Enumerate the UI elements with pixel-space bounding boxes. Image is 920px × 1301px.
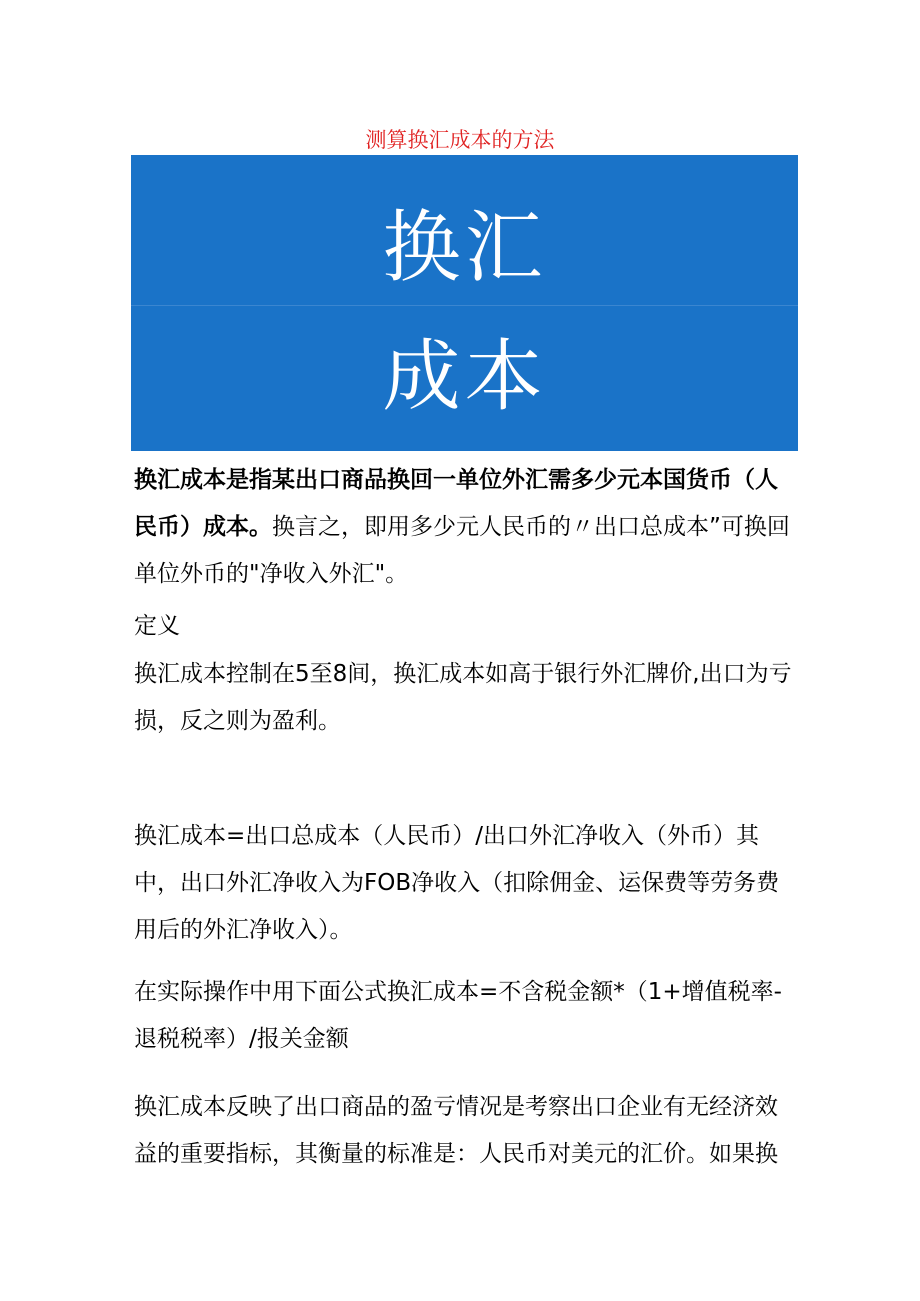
banner-line-1: 换汇 <box>382 203 547 293</box>
banner-line-2: 成本 <box>382 332 547 422</box>
paragraph-definition-intro <box>134 457 794 598</box>
document-title: 测算换汇成本的方法 <box>365 128 555 152</box>
paragraph-practical-formula: 在实际操作中用下面公式换汇成本=不含税金额*（1+增值税率-退税税率）/报关金额 <box>134 979 782 1052</box>
banner-divider <box>131 305 798 306</box>
definition-bold-text: 换汇成本是指某出口商品换回一单位外汇需多少元本国货币（人民币）成本。 <box>134 467 778 540</box>
paragraph-control-range: 换汇成本控制在5至8间，换汇成本如高于银行外汇牌价,出口为亏损，反之则为盈利。 <box>134 661 792 734</box>
paragraph-significance: 换汇成本反映了出口商品的盈亏情况是考察出口企业有无经济效益的重要指标，其衡量的标准是：人民币对美元的汇价。如果换 <box>134 1094 778 1167</box>
paragraph-formula: 换汇成本=出口总成本（人民币）/出口外汇净收入（外币）其中，出口外汇净收入为FOB净收入（扣除佣金、运保费等劳务费用后的外汇净收入）。 <box>134 823 780 943</box>
title-banner <box>131 155 798 451</box>
definition-rest-text: 换言之，即用多少元人民币的〃出口总成本”可换回单位外币的"净收入外汇"。 <box>134 514 790 587</box>
section-heading-definition: 定义 <box>134 613 180 639</box>
